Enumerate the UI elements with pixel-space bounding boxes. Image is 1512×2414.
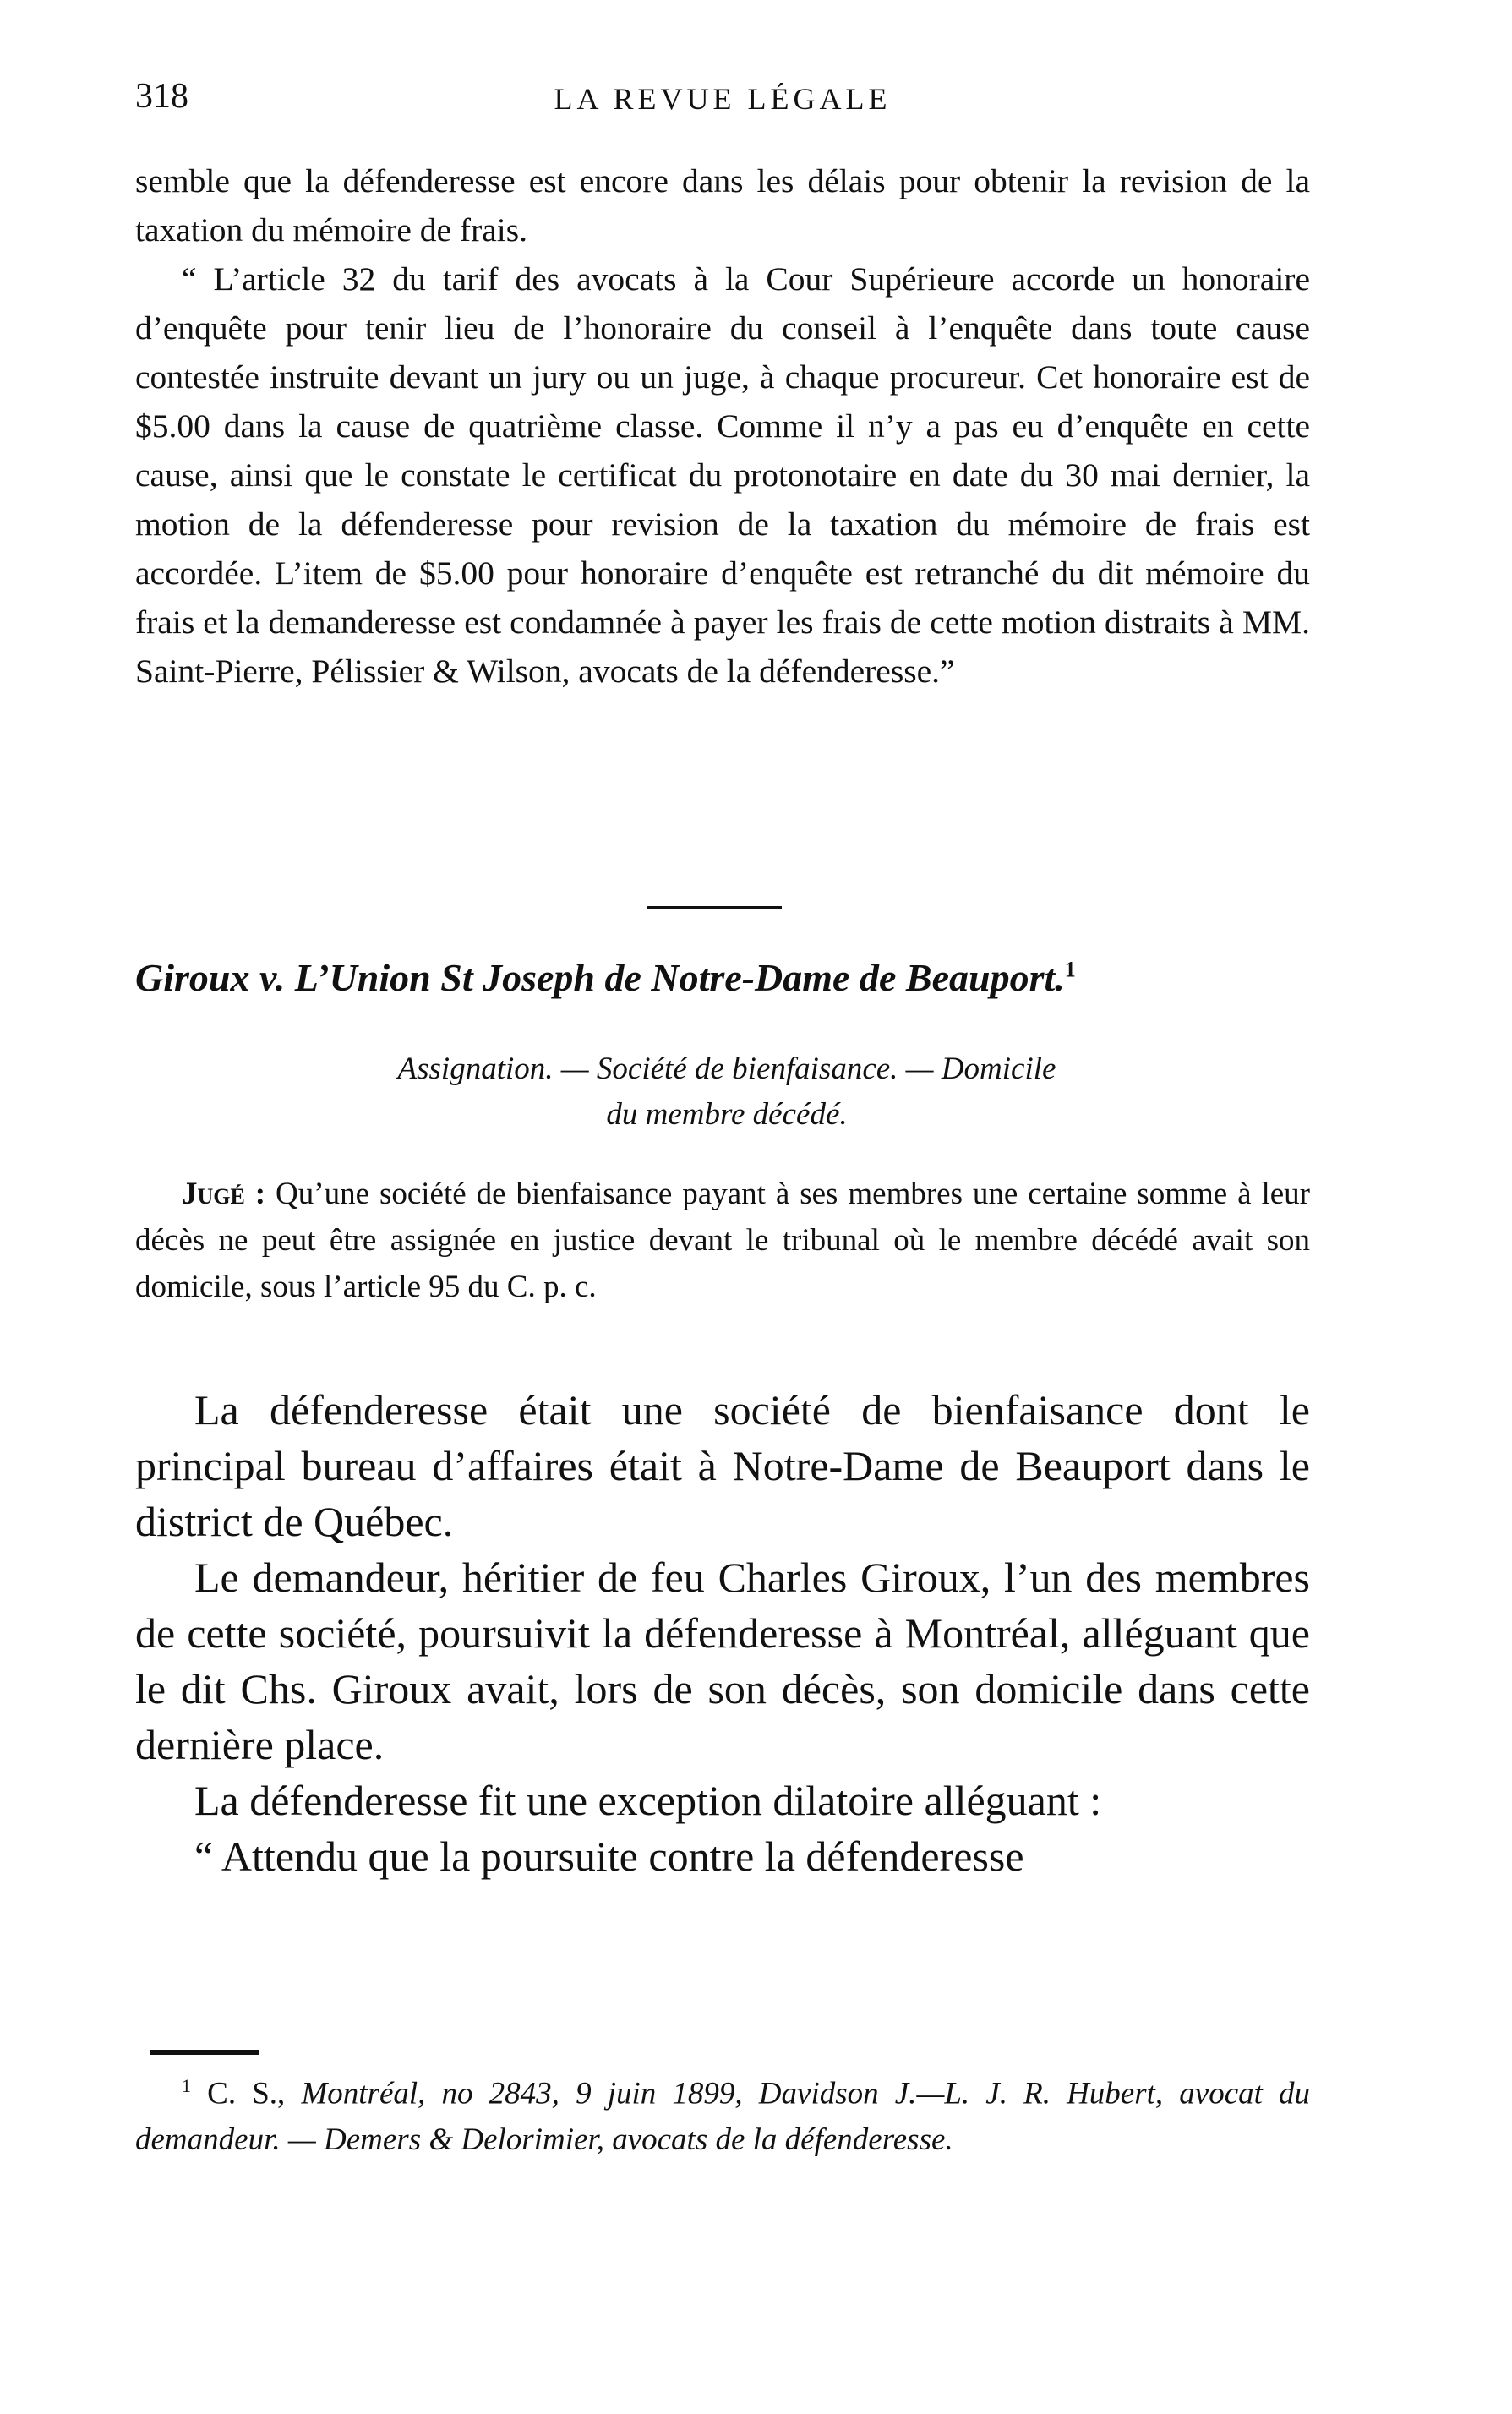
keywords-line: Assignation. — Société de bienfaisance. — Domicile	[397, 1051, 1056, 1086]
paragraph: Le demandeur, héritier de feu Charles Giroux, l’un des membres de cette société, poursuivit la défenderesse à Montréal, alléguant que le dit Chs. Giroux avait, lors de son décès, son domicile dans cette dernière place.	[135, 1554, 1310, 1768]
footnote	[135, 2062, 1310, 2163]
footnote-court: C. S.,	[207, 2076, 286, 2111]
running-head	[135, 76, 1310, 127]
paragraph: “ Attendu que la poursuite contre la défenderesse	[194, 1832, 1024, 1880]
footnote-rest: —L. J. R. Hubert, avocat du demandeur. — Demers & Delorimier, avocats de la défenderesse.	[135, 2076, 1311, 2158]
paragraph: La défenderesse fit une exception dilatoire alléguant :	[194, 1777, 1102, 1824]
journal-title: LA REVUE LÉGALE	[554, 82, 892, 116]
paragraph: “ L’article 32 du tarif des avocats à la Cour Supérieure accorde un honoraire d’enquête pour tenir lieu de l’honoraire du conseil à l’enquête dans toute cause contestée instruite devant un jury ou un juge, à chaque procureur. Cet honoraire est de $5.00 dans la cause de quatrième classe. Comme il n’y a pas eu d’enquête en cette cause, ainsi que le constate le certificat du protonotaire en date du 30 mai dernier, la motion de la défenderesse pour revision de la taxation du mémoire de frais est accordée. L’item de $5.00 pour honoraire d’enquête est retranché du dit mémoire du frais et la demanderesse est condamnée à payer les frais de cette motion distraits à MM. Saint-Pierre, Pélissier & Wilson, avocats de la défenderesse.”	[135, 260, 1310, 690]
case-title-text: Giroux v. L’Union St Joseph de Notre-Dame de Beauport.	[135, 956, 1065, 999]
paragraph: La défenderesse était une société de bienfaisance dont le principal bureau d’affaires était à Notre-Dame de Beauport dans le district de Québec.	[135, 1386, 1310, 1545]
footnote-marker: 1	[182, 2075, 191, 2096]
case-body	[135, 1382, 1310, 1884]
holding-label: Jugé :	[182, 1177, 266, 1211]
page-number: 318	[135, 77, 188, 116]
keywords-line: du membre décédé.	[606, 1097, 848, 1132]
paragraph: semble que la défenderesse est encore dans les délais pour obtenir la revision de la taxation du mémoire de frais.	[135, 162, 1310, 248]
case-holding	[135, 1171, 1310, 1310]
footnote-date: 9 juin 1899,	[576, 2076, 743, 2111]
footnote-reference: 1	[1064, 957, 1076, 982]
case-title	[135, 955, 1310, 1000]
footnote-number: no 2843,	[441, 2076, 559, 2111]
footnote-judge: Davidson J.	[758, 2076, 917, 2111]
case-keywords	[254, 1046, 1200, 1138]
footnote-rule	[150, 2050, 259, 2055]
holding-text: Qu’une société de bienfaisance payant à ses membres une certaine somme à leur décès ne peut être assignée en justice devant le tribunal où le membre décédé avait son domicile, sous l’article 95 du C. p. c.	[135, 1177, 1310, 1304]
prior-case-text	[135, 156, 1310, 696]
footnote-place: Montréal,	[301, 2076, 426, 2111]
section-divider	[647, 906, 782, 909]
